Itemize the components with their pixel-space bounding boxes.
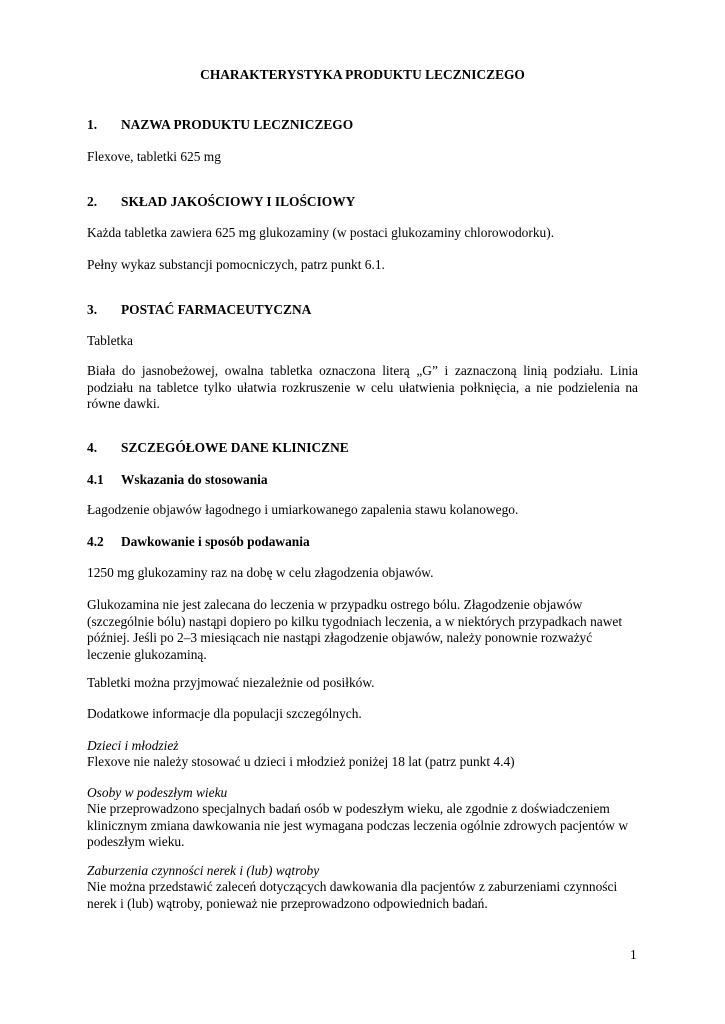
- section-4-2-number: 4.2: [87, 534, 104, 549]
- section-3-heading: POSTAĆ FARMACEUTYCZNA: [121, 302, 312, 317]
- renal-hepatic-text-line: Nie można przedstawić zaleceń dotyczących dawkowania dla pacjentów z zaburzeniami czynności: [87, 879, 618, 894]
- acute-pain-note-line: leczenie glukozaminą.: [87, 646, 207, 662]
- product-name-text: Flexove, tabletki 625 mg: [87, 149, 221, 164]
- dosage-text: 1250 mg glukozaminy raz na dobę w celu złagodzenia objawów.: [87, 565, 434, 580]
- page-number: 1: [630, 947, 637, 962]
- tablet-description-line: równe dawki.: [87, 396, 160, 411]
- food-note: Tabletki można przyjmować niezależnie od posiłków.: [87, 675, 375, 690]
- section-4-1-number: 4.1: [87, 472, 104, 487]
- section-4-1-heading: Wskazania do stosowania: [121, 472, 268, 487]
- section-4-number: 4.: [87, 440, 98, 455]
- acute-pain-note-line: później. Jeśli po 2–3 miesiącach nie nastąpi złagodzenie objawów, należy ponownie rozważyć: [87, 630, 593, 645]
- section-3-number: 3.: [87, 302, 98, 317]
- acute-pain-note: [87, 597, 622, 663]
- form-text: Tabletka: [87, 333, 133, 348]
- elderly-text-line: klinicznym zmiana dawkowania nie jest wymagana podczas leczenia ogólnie zdrowych pacjentów w: [87, 817, 628, 833]
- renal-hepatic-text-line: nerek i (lub) wątroby, ponieważ nie przeprowadzono odpowiednich badań.: [87, 895, 488, 911]
- section-4-heading: SZCZEGÓŁOWE DANE KLINICZNE: [121, 440, 349, 455]
- children-subheading: Dzieci i młodzież: [87, 738, 179, 753]
- section-4-2-heading: Dawkowanie i sposób podawania: [121, 534, 310, 549]
- elderly-text-line: Nie przeprowadzono specjalnych badań osób w podeszłym wieku, ale zgodnie z doświadczeniem: [87, 801, 610, 816]
- renal-hepatic-subheading: Zaburzenia czynności nerek i (lub) wątroby: [87, 863, 320, 878]
- elderly-text: [87, 801, 628, 851]
- elderly-subheading: Osoby w podeszłym wieku: [87, 785, 228, 800]
- excipients-text: Pełny wykaz substancji pomocniczych, patrz punkt 6.1.: [87, 257, 385, 272]
- tablet-description-line: podziału na tabletce tylko ułatwia rozkruszenie w celu ułatwienia połknięcia, a nie podzielenia na: [87, 379, 638, 395]
- tablet-description-line: Biała do jasnobeżowej, owalna tabletka oznaczona literą „G” i zaznaczoną linią podziału. Linia: [87, 363, 638, 378]
- composition-text: Każda tabletka zawiera 625 mg glukozaminy (w postaci glukozaminy chlorowodorku).: [87, 225, 555, 240]
- elderly-text-line: podeszłym wieku.: [87, 834, 185, 849]
- section-1-heading: NAZWA PRODUKTU LECZNICZEGO: [121, 117, 354, 132]
- acute-pain-note-line: Glukozamina nie jest zalecana do leczenia w przypadku ostrego bólu. Złagodzenie objawów: [87, 597, 583, 612]
- renal-hepatic-text: [87, 879, 617, 912]
- acute-pain-note-line: (szczególnie bólu) nastąpi dopiero po kilku tygodniach leczenia, a w niektórych przypadkach nawet: [87, 613, 623, 629]
- section-1-number: 1.: [87, 117, 98, 132]
- section-2-number: 2.: [87, 194, 98, 209]
- document-title: CHARAKTERYSTYKA PRODUKTU LECZNICZEGO: [200, 67, 525, 82]
- tablet-description: [87, 363, 638, 413]
- section-2-heading: SKŁAD JAKOŚCIOWY I ILOŚCIOWY: [121, 194, 356, 209]
- children-text: Flexove nie należy stosować u dzieci i młodzież poniżej 18 lat (patrz punkt 4.4): [87, 754, 515, 769]
- special-populations-note: Dodatkowe informacje dla populacji szczególnych.: [87, 706, 362, 721]
- indications-text: Łagodzenie objawów łagodnego i umiarkowanego zapalenia stawu kolanowego.: [87, 502, 519, 517]
